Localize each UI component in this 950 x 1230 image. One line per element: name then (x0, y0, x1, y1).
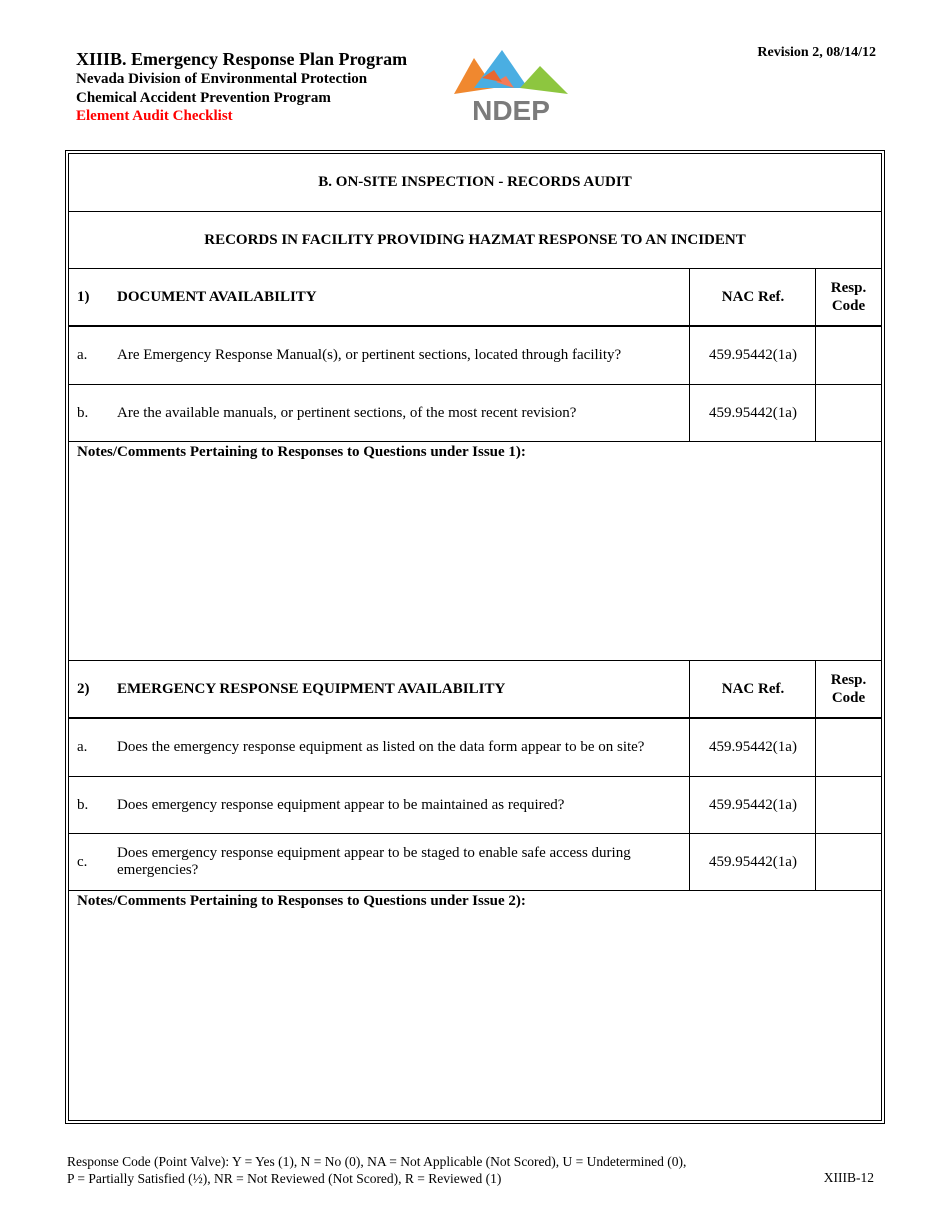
resp-code-field[interactable] (815, 385, 881, 441)
revision-label: Revision 2, 08/14/12 (757, 45, 876, 60)
question-text: Does emergency response equipment appear to be staged to enable safe access during emergencies? (117, 845, 631, 878)
response-code-legend (67, 1153, 686, 1187)
question-text: Does emergency response equipment appear to be maintained as required? (117, 796, 565, 813)
nac-ref-value: 459.95442(1a) (689, 719, 816, 776)
checklist-table (68, 153, 882, 1121)
resp-code-field[interactable] (815, 834, 881, 890)
nac-ref-value: 459.95442(1a) (689, 777, 816, 833)
question-letter: b. (77, 796, 89, 813)
ndep-logo (452, 48, 570, 124)
question-row (69, 719, 881, 777)
issue-header-row (69, 269, 881, 327)
question-row (69, 834, 881, 891)
issue-title: DOCUMENT AVAILABILITY (117, 288, 317, 305)
resp-code-field[interactable] (815, 777, 881, 833)
resp-code-field[interactable] (815, 327, 881, 384)
issue-number: 2) (77, 680, 90, 697)
nac-ref-value: 459.95442(1a) (689, 834, 816, 890)
notes-area[interactable] (69, 891, 881, 1120)
section-subtitle: RECORDS IN FACILITY PROVIDING HAZMAT RESPONSE TO AN INCIDENT (204, 231, 746, 248)
issue-number: 1) (77, 288, 90, 305)
notes-label: Notes/Comments Pertaining to Responses to Questions under Issue 2): (77, 893, 526, 909)
question-letter: a. (77, 347, 88, 363)
checklist-label: Element Audit Checklist (76, 108, 233, 124)
notes-label: Notes/Comments Pertaining to Responses to Questions under Issue 1): (77, 444, 526, 460)
issue-header-row (69, 661, 881, 719)
nac-ref-header: NAC Ref. (689, 661, 816, 717)
nac-ref-header: NAC Ref. (689, 269, 816, 325)
resp-code-header: Resp. Code (815, 661, 881, 717)
program-name: Chemical Accident Prevention Program (76, 89, 331, 106)
resp-code-field[interactable] (815, 719, 881, 776)
resp-code-header: Resp. Code (815, 269, 881, 325)
document-header (76, 48, 456, 126)
issue-title: EMERGENCY RESPONSE EQUIPMENT AVAILABILITY (117, 680, 506, 697)
question-text: Does the emergency response equipment as listed on the data form appear to be on site? (117, 739, 645, 755)
legend-line: P = Partially Satisfied (½), NR = Not Reviewed (Not Scored), R = Reviewed (1) (67, 1171, 502, 1186)
logo-text: NDEP (472, 95, 550, 124)
section-subtitle-row (69, 212, 881, 269)
mountains-icon (452, 48, 570, 124)
document-title: XIIIB. Emergency Response Plan Program (76, 49, 408, 69)
division-name: Nevada Division of Environmental Protection (76, 71, 368, 87)
legend-line: Response Code (Point Valve): Y = Yes (1), N = No (0), NA = Not Applicable (Not Scored), U = Undetermined (0), (67, 1154, 687, 1169)
notes-area[interactable] (69, 442, 881, 661)
section-title-row (69, 154, 881, 212)
question-letter: c. (77, 853, 88, 870)
checklist-frame (65, 150, 885, 1124)
question-row (69, 327, 881, 385)
question-letter: a. (77, 739, 88, 755)
question-row (69, 777, 881, 834)
page-number: XIIIB-12 (823, 1170, 874, 1185)
nac-ref-value: 459.95442(1a) (689, 327, 816, 384)
nac-ref-value: 459.95442(1a) (689, 385, 816, 441)
question-text: Are the available manuals, or pertinent sections, of the most recent revision? (117, 404, 577, 421)
question-row (69, 385, 881, 442)
section-title: B. ON-SITE INSPECTION - RECORDS AUDIT (318, 174, 632, 190)
question-letter: b. (77, 404, 89, 421)
question-text: Are Emergency Response Manual(s), or pertinent sections, located through facility? (117, 347, 622, 363)
